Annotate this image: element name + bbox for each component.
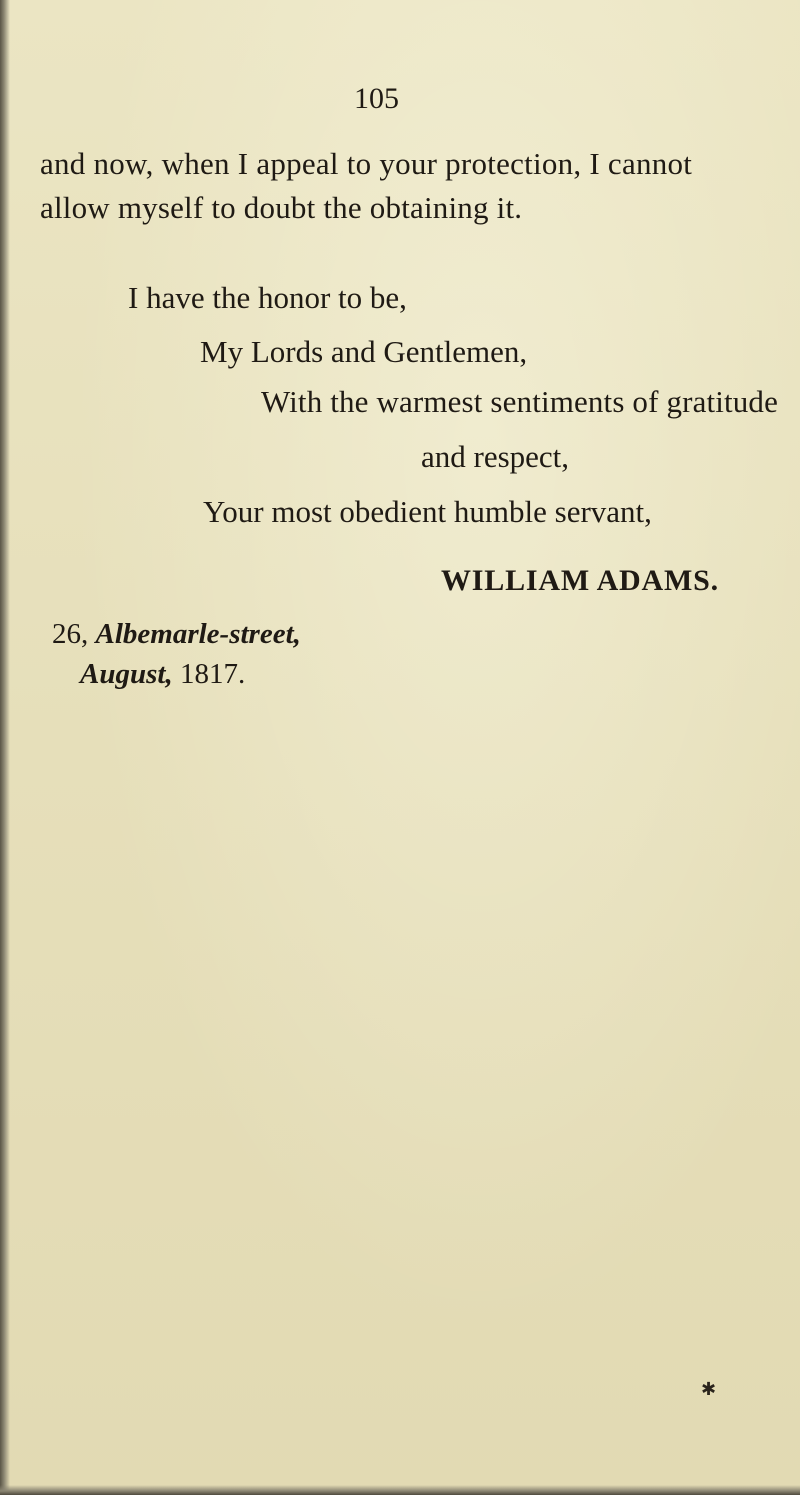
closing-line-4: Your most obedient humble servant, <box>203 494 652 529</box>
page-bottom-edge <box>0 1485 800 1495</box>
date-year: 1817. <box>179 658 246 690</box>
body-text-line-1: and now, when I appeal to your protection, I cannot <box>40 146 693 181</box>
page-number: 105 <box>354 82 399 115</box>
signature-name: WILLIAM ADAMS. <box>441 564 719 597</box>
asterisk-ornament-icon: ✱ <box>701 1379 717 1399</box>
closing-line-3: and respect, <box>421 439 570 474</box>
salutation-line: My Lords and Gentlemen, <box>200 334 528 369</box>
closing-line-2: With the warmest sentiments of gratitude <box>261 384 778 419</box>
page-left-edge <box>0 0 10 1495</box>
address-line <box>52 620 301 649</box>
body-text-line-2: allow myself to doubt the obtaining it. <box>40 190 523 225</box>
date-line <box>80 660 245 689</box>
address-number: 26, <box>52 618 89 650</box>
closing-line-1: I have the honor to be, <box>128 280 407 315</box>
date-month: August, <box>80 658 173 690</box>
address-street: Albemarle-street, <box>95 618 301 650</box>
